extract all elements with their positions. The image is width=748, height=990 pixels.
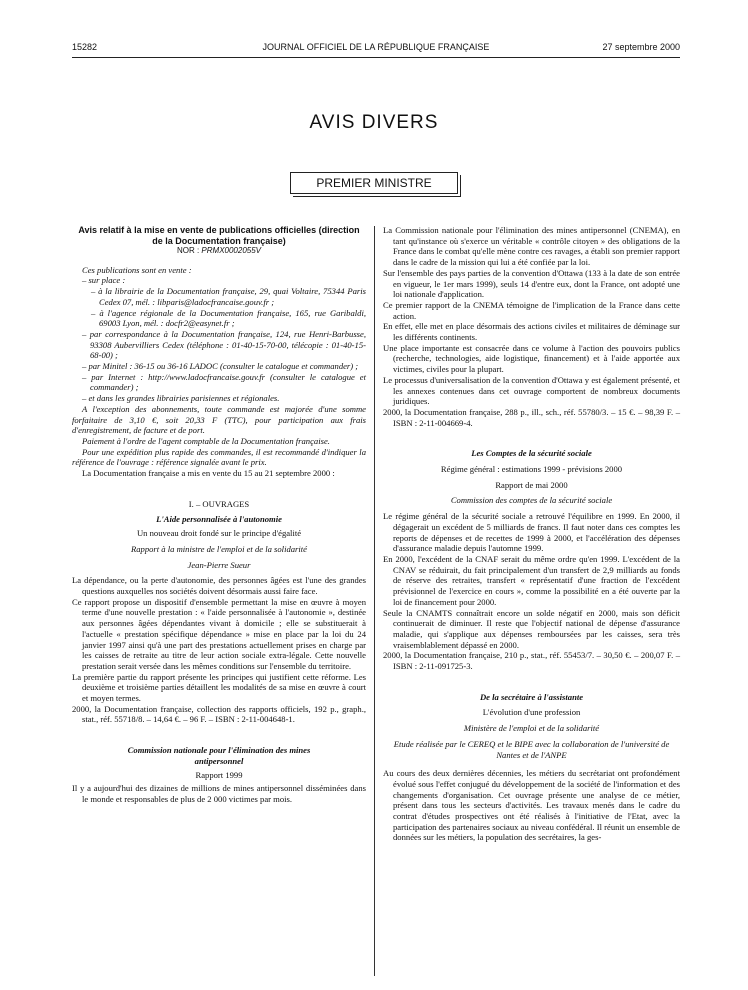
intro-text: Ces publications sont en vente : (82, 264, 192, 275)
issue-date: 27 septembre 2000 (602, 42, 680, 52)
list-item-minitel: – par Minitel : 36-15 ou 36-16 LADOC (consulter le catalogue et commander) ; (82, 361, 359, 372)
secr-subtitle: L'évolution d'une profession (482, 707, 581, 718)
nor-code: PRMX0002055V (201, 246, 262, 255)
cnema-title: Commission nationale pour l'élimination des mines antipersonnel (127, 745, 311, 766)
nor-line (72, 246, 366, 257)
section-title: AVIS DIVERS (309, 112, 439, 133)
journal-title: JOURNAL OFFICIEL DE LA RÉPUBLIQUE FRANÇAISE (262, 42, 490, 52)
list-item-librairie: – à la librairie de la Documentation française, 29, quai Voltaire, 75344 Paris Cedex 07, mél. : libparis@ladocfrancaise.gouv.fr ; (91, 286, 366, 307)
cnema-paragraph-3: Sur l'ensemble des pays parties de la convention d'Ottawa (133 à la date de son entrée en vigueur, le 1er mars 1999), seuls 14 d'entre eux, dont la France, ont adopté une loi nationale d'application. (383, 267, 680, 300)
apa-paragraph-3: La première partie du rapport présente les principes qui justifient cette réforme. Les deuxième et troisième parties détaillent les modalités de sa mise en œuvre à court et moyen termes. (72, 671, 366, 704)
apa-reference: 2000, la Documentation française, collection des rapports officiels, 192 p., graph., stat., réf. 55718/8. – 14,64 €. – 96 F. – ISBN : 2-11-004648-1. (72, 703, 366, 725)
sur-place: – sur place : (82, 275, 126, 286)
column-divider (374, 226, 375, 976)
page-number: 15282 (72, 42, 98, 52)
secu-paragraph-1: Le régime général de la sécurité sociale a retrouvé l'équilibre en 1999. En 2000, il dégagerait un excédent de 5 milliards de francs. Il faut noter dans ces comptes les reports de dépenses et de recettes de 1999 à 2000, et l'accélération des dépenses d'assurance maladie depuis l'automne 1999. (383, 511, 680, 554)
cnema-subtitle: Rapport 1999 (195, 769, 243, 780)
cnema-paragraph-1: Il y a aujourd'hui des dizaines de millions de mines antipersonnel disséminées dans le monde et responsables de plus de 2 000 victimes par mois. (72, 783, 366, 804)
list-item-agence: – à l'agence régionale de la Documentation française, 165, rue Garibaldi, 69003 Lyon, mél. : docfr2@easynet.fr ; (91, 307, 366, 329)
secr-ministry: Ministère de l'emploi et de la solidarité (463, 723, 600, 734)
ouvrages-heading: I. – OUVRAGES (188, 498, 250, 509)
secr-paragraph-1: Au cours des deux dernières décennies, les métiers du secrétariat ont profondément évolué sous l'effet conjugué du développement de la société de l'information et des changements d'organisation. Cet ouvrage présente une analyse de ce métier, présent dans tous les secteurs d'activités. Les travaux menés dans le cadre du contrat d'études prospectives ont été réalisés à l'initiative de l'Etat, avec la participation des partenaires sociaux au niveau confédéral. Il réunit un ensemble de données sur les métiers, la population des secrétaires, la ges- (383, 768, 680, 843)
header-rule (72, 57, 680, 58)
apa-paragraph-2: Ce rapport propose un dispositif d'ensemble permettant la mise en œuvre à moyen terme d'une nouvelle prestation : « l'aide personnalisée à l'autonomie », destinée aux personnes âgées dépendantes vivant à domicile ; elle se substituerait à l'actuelle « prestation spécifique dépendance » mise en place par la loi du 24 janvier 1997 ainsi qu'à une part des prestations actuellement prises en charge par les caisses de retraite au titre de leur action sociale extra-légale. Cette nouvelle prestation serait versée dans les mêmes conditions sur l'ensemble du territoire. (72, 596, 366, 671)
left-column (72, 225, 366, 805)
apa-report: Rapport à la ministre de l'emploi et de la solidarité (130, 543, 307, 554)
para-mise-en-vente: La Documentation française a mis en vente du 15 au 21 septembre 2000 : (82, 468, 335, 479)
list-item-internet: – par Internet : http://www.ladocfrancaise.gouv.fr (consulter le catalogue et commander) ; (82, 371, 366, 393)
para-abonnements: A l'exception des abonnements, toute commande est majorée d'une somme forfaitaire de 3,10 €, soit 20,33 F (TTC), pour participation aux frais d'enregistrement, de facture et de port. (72, 403, 366, 436)
cnema-paragraph-7: Le processus d'universalisation de la convention d'Ottawa y est également présenté, et les annexes contenues dans cet ouvrage comportent de nombreux documents juridiques. (383, 374, 680, 407)
cnema-reference: 2000, la Documentation française, 288 p., ill., sch., réf. 55780/3. – 15 €. – 98,39 F. – ISBN : 2-11-004669-4. (383, 406, 680, 428)
cnema-paragraph-2: La Commission nationale pour l'élimination des mines antipersonnel (CNEMA), en tant qu'instance où s'exerce un véritable « contrôle citoyen » des obligations de la France dans le combat qu'elle mène contre ces ravages, a établi son premier rapport dans le cadre de la mission qui lui a été confiée par la loi. (383, 225, 680, 268)
secu-subtitle: Régime général : estimations 1999 - prévisions 2000 (440, 464, 623, 475)
apa-paragraph-1: La dépendance, ou la perte d'autonomie, des personnes âgées est l'une des grandes questions auxquelles nos sociétés doivent désormais aussi faire face. (72, 575, 366, 596)
ministry-box: PREMIER MINISTRE (290, 172, 458, 194)
secu-paragraph-3: Seule la CNAMTS connaîtrait encore un solde négatif en 2000, mais son déficit continuerait de diminuer. Il reste que l'objectif national de dépense d'assurance maladie, qui s'applique aux dépenses remboursées par les caisses, sera très vraisemblablement dépassé en 2000. (383, 607, 680, 650)
secr-title: De la secrétaire à l'assistante (479, 691, 584, 702)
avis-title: Avis relatif à la mise en vente de publications officielles (direction de la Documentation française) (78, 225, 360, 246)
apa-author: Jean-Pierre Sueur (187, 559, 251, 570)
page-header (72, 42, 680, 56)
para-expedition: Pour une expédition plus rapide des commandes, il est recommandé d'indiquer la référence de l'ouvrage : référence signalée avant le prix. (72, 446, 366, 468)
list-item-correspondance: – par correspondance à la Documentation française, 124, rue Henri-Barbusse, 93308 Aubervilliers Cedex (téléphone : 01-40-15-70-00, télécopie : 01-40-15-68-00) ; (82, 328, 366, 361)
secr-study: Etude réalisée par le CEREQ et le BIPE avec la collaboration de l'université de Nantes et de l'ANPE (393, 738, 670, 760)
apa-title: L'Aide personnalisée à l'autonomie (156, 514, 282, 525)
secu-commission: Commission des comptes de la sécurité sociale (450, 495, 613, 506)
apa-subtitle: Un nouveau droit fondé sur le principe d'égalité (136, 528, 302, 539)
cnema-paragraph-4: Ce premier rapport de la CNEMA témoigne de l'implication de la France dans cette action. (383, 299, 680, 321)
right-column (383, 225, 680, 843)
secu-title: Les Comptes de la sécurité sociale (471, 448, 592, 459)
para-paiement: Paiement à l'ordre de l'agent comptable de la Documentation française. (82, 435, 330, 446)
cnema-paragraph-5: En effet, elle met en place désormais des actions civiles et militaires de déminage sur les différents continents. (383, 321, 680, 343)
cnema-paragraph-6: Une place importante est consacrée dans ce volume à l'action des pouvoirs publics (recherche, technologies, aide logistique, financement) et à l'aide apportée aux victimes, civiles pour la plupart. (383, 342, 680, 375)
list-item-librairies: – et dans les grandes librairies parisiennes et régionales. (82, 393, 280, 404)
secu-reference: 2000, la Documentation française, 210 p., stat., réf. 55453/7. – 30,50 €. – 200,07 F. – ISBN : 2-11-091725-3. (383, 650, 680, 672)
secu-paragraph-2: En 2000, l'excédent de la CNAF serait du même ordre qu'en 1999. L'excédent de la CNAV se réduirait, du fait principalement d'un transfert de 2,9 milliards au fonds de réserve des retraites, transfert « représentatif d'une fraction de l'excédent prévisionnel de l'exercice en cours », comme la possibilité en a été ouverte par la loi de financement pour 2000. (383, 553, 680, 607)
secu-report: Rapport de mai 2000 (495, 479, 568, 490)
nor-label: NOR : (176, 246, 202, 255)
